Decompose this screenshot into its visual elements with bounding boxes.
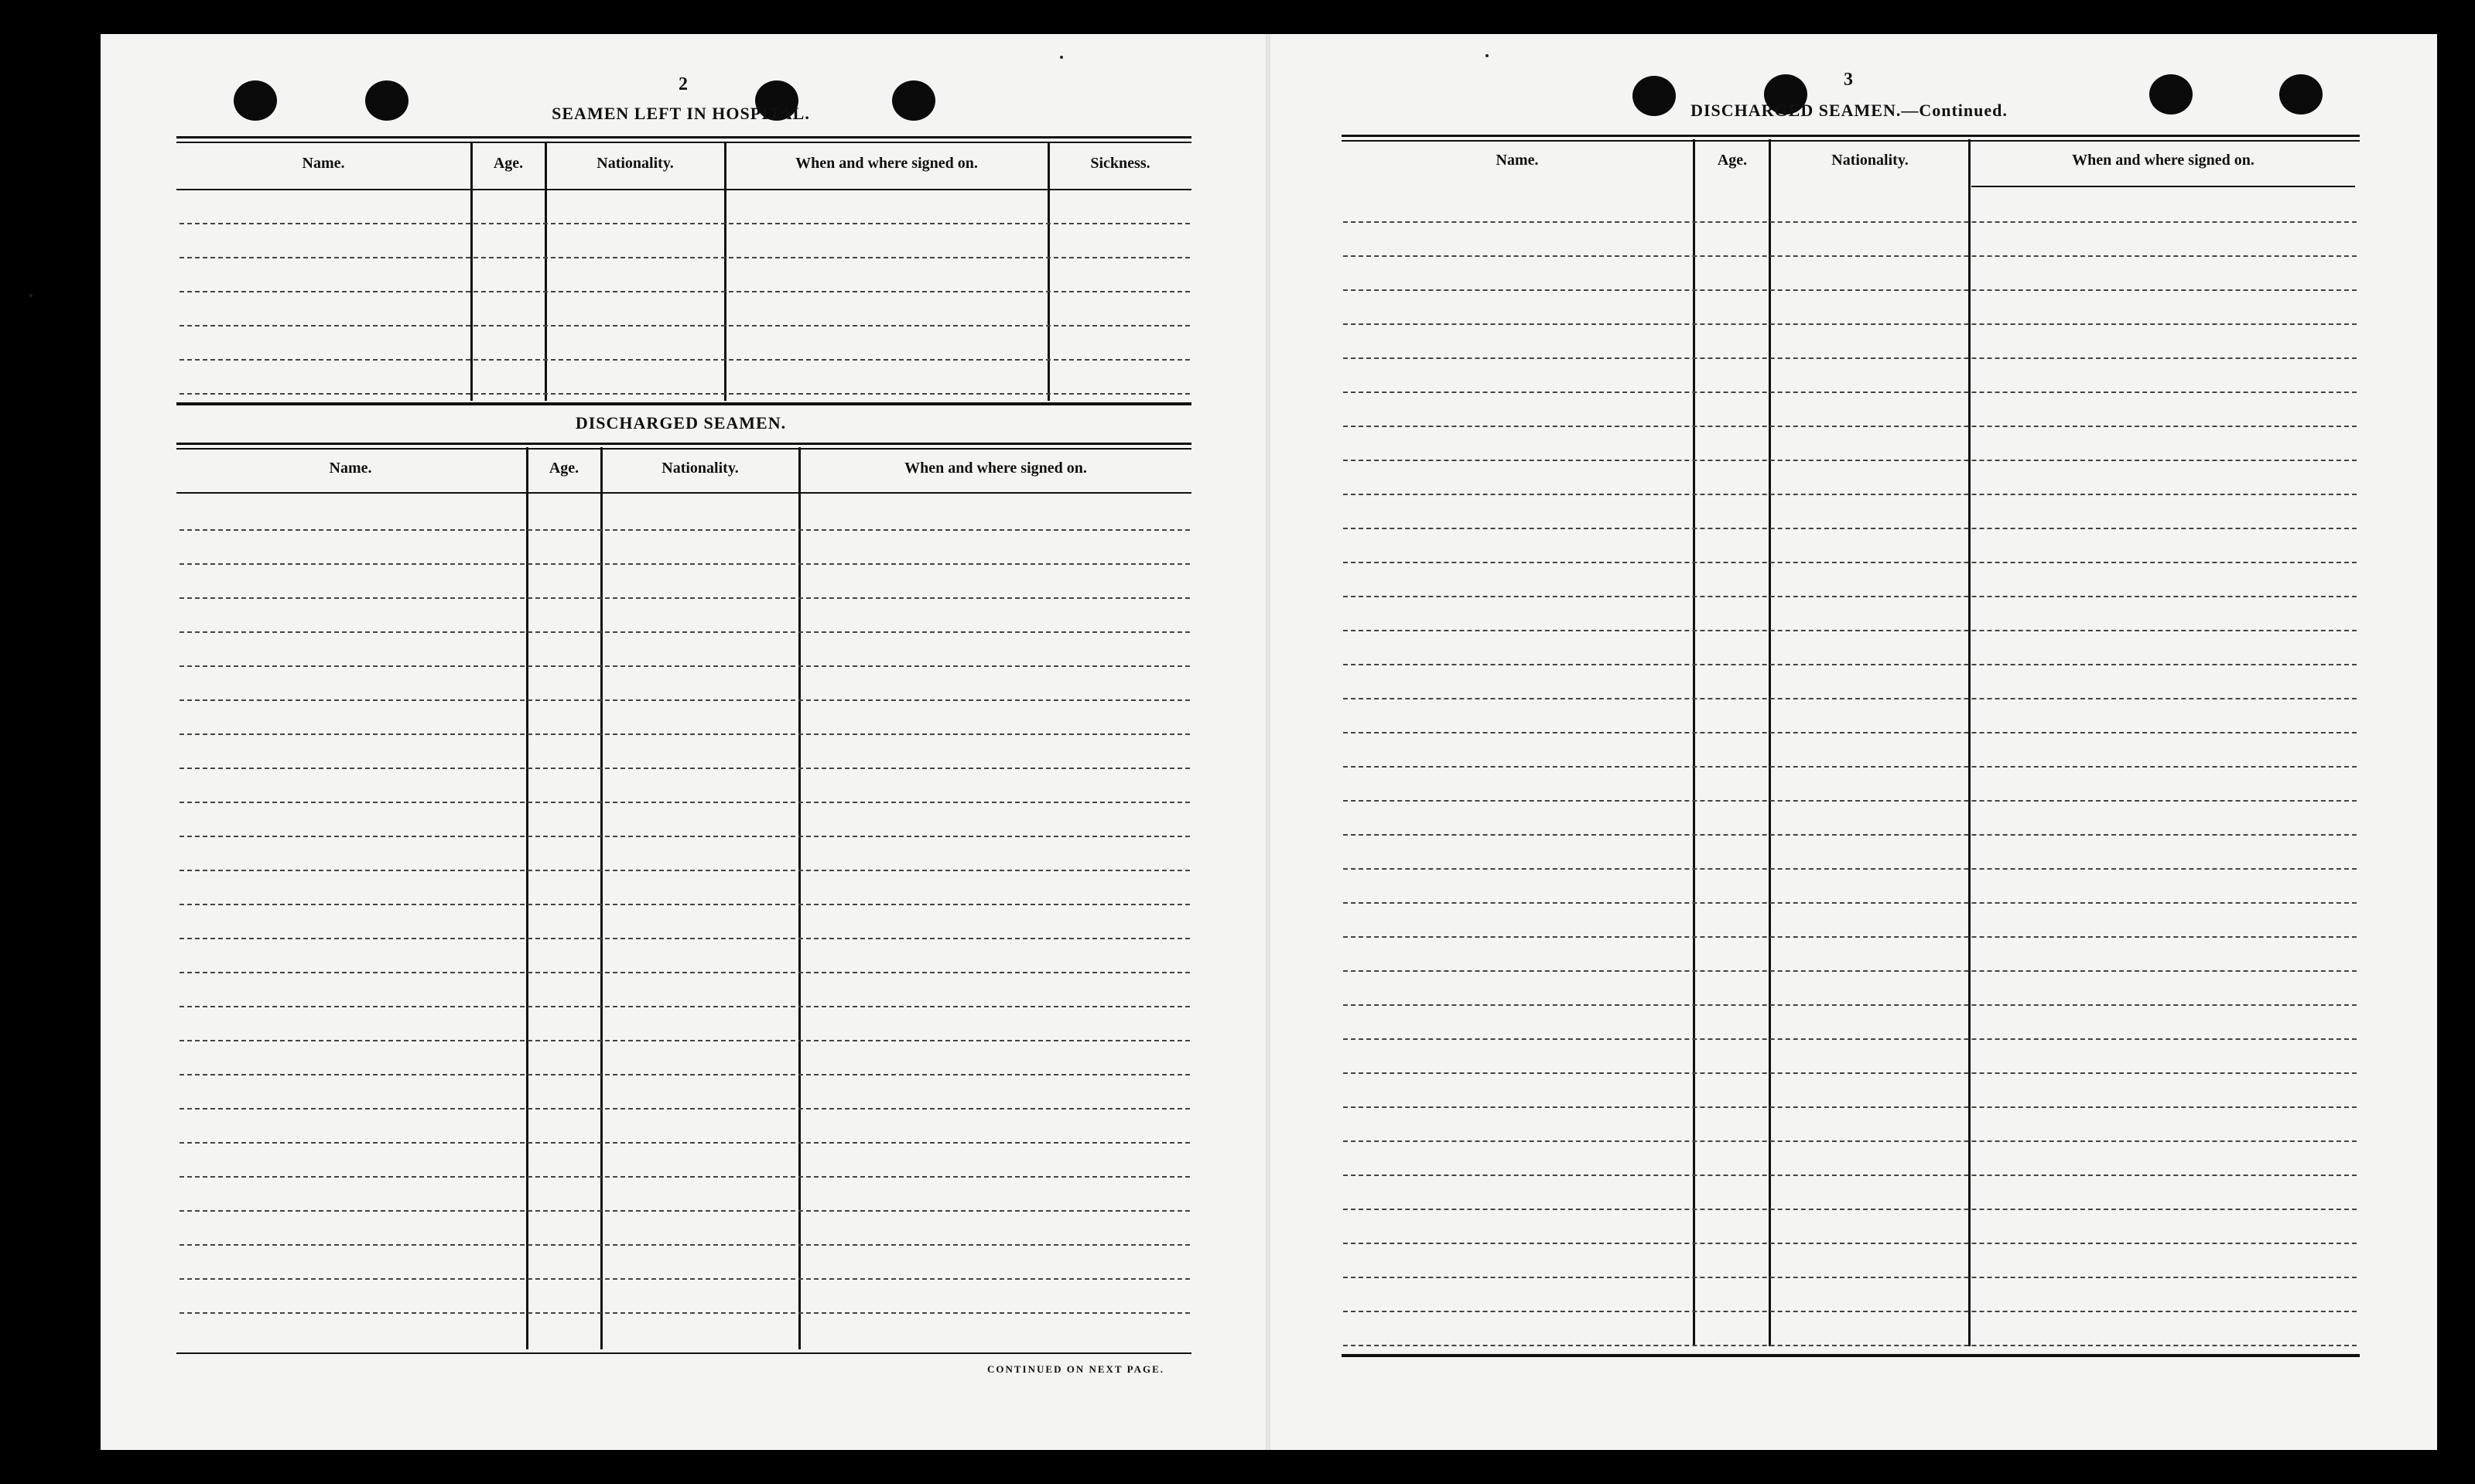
table-top-rule	[176, 443, 1191, 445]
speck	[29, 294, 32, 297]
entry-line	[1343, 936, 2357, 938]
entry-line	[179, 1278, 1190, 1280]
entry-line	[1343, 664, 2357, 665]
entry-line	[1343, 1140, 2357, 1142]
entry-line	[179, 1142, 1190, 1144]
entry-line	[1343, 289, 2357, 291]
entry-line	[1343, 1243, 2357, 1244]
entry-line	[179, 1074, 1190, 1075]
entry-line	[1343, 766, 2357, 768]
speck	[1485, 54, 1489, 57]
entry-line	[179, 1244, 1190, 1246]
entry-line	[1343, 970, 2357, 972]
page-number: 2	[679, 74, 688, 94]
entry-line	[179, 1040, 1190, 1041]
header-underline	[176, 492, 1191, 494]
table-bottom-rule	[176, 1352, 1191, 1354]
col-header-name: Name.	[302, 155, 345, 172]
entry-line	[179, 631, 1190, 633]
entry-line	[1343, 868, 2357, 870]
entry-line	[1343, 698, 2357, 699]
punch-hole	[365, 80, 409, 121]
page-number: 3	[1844, 70, 1853, 90]
entry-line	[1343, 528, 2357, 529]
entry-line	[179, 802, 1190, 803]
column-divider	[1048, 142, 1050, 401]
entry-line	[179, 768, 1190, 769]
entry-line	[1343, 1311, 2357, 1312]
entry-line	[1343, 834, 2357, 836]
entry-line	[179, 870, 1190, 871]
table-top-rule	[1342, 135, 2360, 137]
entry-line	[1343, 255, 2357, 257]
entry-line	[179, 597, 1190, 599]
entry-line	[179, 836, 1190, 837]
entry-line	[179, 257, 1190, 258]
entry-line	[1343, 392, 2357, 393]
discharged-continued-title: DISCHARGED SEAMEN.—Continued.	[1690, 101, 2008, 120]
column-divider	[526, 447, 528, 1349]
column-divider	[1693, 139, 1695, 1346]
column-divider	[545, 142, 547, 401]
entry-line	[179, 529, 1190, 531]
col-header-nationality: Nationality.	[597, 155, 674, 172]
entry-line	[1343, 902, 2357, 904]
punch-hole	[234, 80, 277, 121]
column-divider	[600, 447, 603, 1349]
entry-line	[179, 393, 1190, 395]
entry-line	[1343, 800, 2357, 802]
col-header-age: Age.	[1717, 152, 1748, 169]
entry-line	[1343, 732, 2357, 733]
section-rule	[176, 402, 1191, 405]
entry-line	[179, 665, 1190, 667]
punch-hole	[2279, 74, 2323, 115]
col-header-signed-on: When and where signed on.	[904, 460, 1087, 477]
page-fold	[1266, 34, 1270, 1450]
col-header-nationality: Nationality.	[661, 460, 739, 477]
entry-line	[1343, 1106, 2357, 1108]
entry-line	[179, 904, 1190, 905]
entry-line	[179, 223, 1190, 224]
entry-line	[1343, 1209, 2357, 1210]
header-underline	[176, 189, 1191, 190]
entry-line	[1343, 596, 2357, 597]
entry-line	[1343, 1038, 2357, 1040]
column-divider	[1769, 139, 1771, 1346]
punch-hole	[2149, 74, 2193, 115]
entry-line	[1343, 1345, 2357, 1346]
col-header-signed-on: When and where signed on.	[795, 155, 978, 172]
entry-line	[1343, 494, 2357, 495]
table-bottom-rule	[1342, 1354, 2360, 1357]
speck	[1060, 56, 1063, 59]
entry-line	[179, 291, 1190, 292]
entry-line	[179, 938, 1190, 939]
col-header-name: Name.	[1496, 152, 1539, 169]
entry-line	[179, 972, 1190, 973]
column-divider	[1968, 139, 1971, 1346]
column-divider	[724, 142, 726, 401]
hospital-section-title: SEAMEN LEFT IN HOSPITAL.	[552, 104, 810, 123]
column-divider	[798, 447, 801, 1349]
entry-line	[1343, 460, 2357, 461]
discharged-section-title: DISCHARGED SEAMEN.	[575, 413, 787, 433]
entry-line	[179, 359, 1190, 361]
entry-line	[1343, 1277, 2357, 1278]
col-header-name: Name.	[329, 460, 372, 477]
entry-line	[179, 1312, 1190, 1314]
entry-line	[1343, 562, 2357, 563]
entry-line	[1343, 1004, 2357, 1006]
entry-line	[179, 1210, 1190, 1212]
col-header-signed-on: When and where signed on.	[2072, 152, 2255, 169]
entry-line	[179, 699, 1190, 701]
col-header-nationality: Nationality.	[1831, 152, 1909, 169]
entry-line	[1343, 1072, 2357, 1074]
entry-line	[1343, 426, 2357, 427]
entry-line	[1343, 357, 2357, 359]
column-divider	[470, 142, 473, 401]
col-header-sickness: Sickness.	[1090, 155, 1150, 172]
entry-line	[179, 1176, 1190, 1178]
entry-line	[179, 325, 1190, 327]
col-header-age: Age.	[493, 155, 524, 172]
col-header-age: Age.	[549, 460, 579, 477]
entry-line	[1343, 630, 2357, 631]
entry-line	[1343, 221, 2357, 223]
table-top-rule	[176, 136, 1191, 138]
entry-line	[1343, 1175, 2357, 1176]
entry-line	[179, 1006, 1190, 1007]
entry-line	[179, 563, 1190, 565]
continued-footnote: CONTINUED ON NEXT PAGE.	[987, 1363, 1164, 1375]
entry-line	[1343, 323, 2357, 325]
entry-line	[179, 1108, 1190, 1110]
header-underline	[1971, 186, 2355, 187]
punch-hole	[892, 80, 935, 121]
entry-line	[179, 733, 1190, 735]
